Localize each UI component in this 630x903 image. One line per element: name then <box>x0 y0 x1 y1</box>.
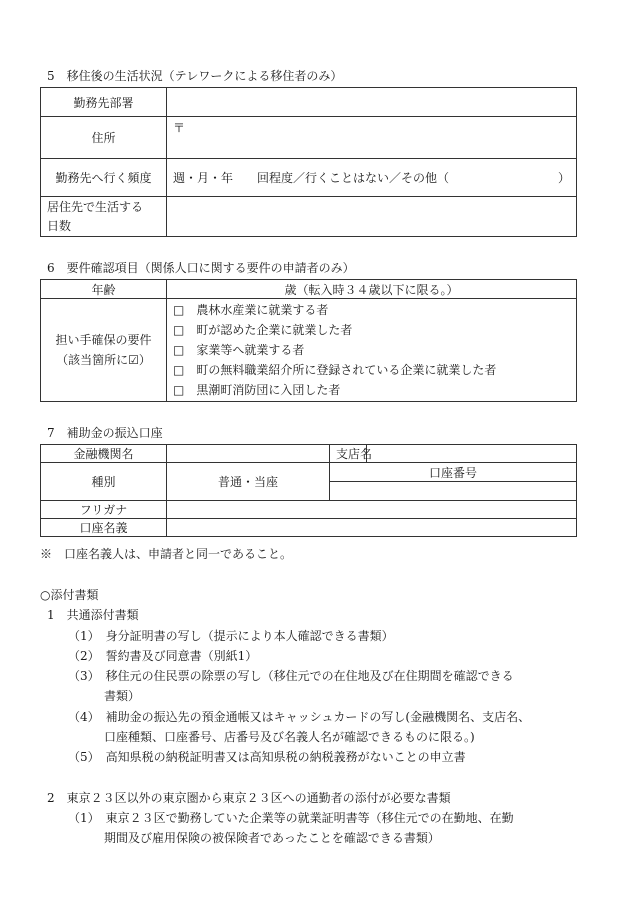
frequency-label: 勤務先へ行く頻度 <box>41 159 167 197</box>
account-number-field[interactable] <box>330 482 577 501</box>
section6-heading: 6 要件確認項目（関係人口に関する要件の申請者のみ） <box>47 261 355 275</box>
bank-account-table <box>40 444 577 537</box>
requirement-options <box>167 299 577 402</box>
address-label: 住所 <box>41 117 167 159</box>
postal-mark: 〒 <box>173 121 186 135</box>
common-doc-item-cont: 口座種類、口座番号、店番号及び名義人名が確認できるものに限る。) <box>104 730 475 744</box>
bank-name-label: 金融機関名 <box>41 445 167 463</box>
bank-name-field[interactable] <box>167 445 330 463</box>
common-doc-item: （2） 誓約書及び同意書（別紙1） <box>68 649 258 663</box>
common-doc-item: （1） 身分証明書の写し（提示により本人確認できる書類） <box>68 629 394 643</box>
commuter-doc-item-cont: 期間及び雇用保険の被保険者であったことを確認できる書類） <box>104 831 440 845</box>
furigana-field[interactable] <box>167 501 577 519</box>
account-number-label: 口座番号 <box>330 463 577 482</box>
account-note: ※ 口座名義人は、申請者と同一であること。 <box>40 547 293 561</box>
option-approved-company-checkbox[interactable]: □ 町が認めた企業に就業した者 <box>173 323 353 337</box>
account-type-field[interactable]: 普通・当座 <box>167 463 330 501</box>
branch-label: 支店名 <box>330 445 367 463</box>
living-days-field[interactable] <box>167 197 577 237</box>
requirement-label: 担い手確保の要件 （該当箇所に☑） <box>41 299 167 402</box>
option-agriculture-checkbox[interactable]: □ 農林水産業に就業する者 <box>173 303 329 317</box>
branch-field[interactable] <box>367 445 577 463</box>
account-type-label: 種別 <box>41 463 167 501</box>
living-status-table <box>40 87 577 237</box>
common-doc-item-cont: 書類） <box>104 689 141 703</box>
requirement-table <box>40 279 577 402</box>
frequency-close: ） <box>557 171 570 185</box>
holder-label: 口座名義 <box>41 519 167 537</box>
common-doc-item: （5） 高知県税の納税証明書又は高知県税の納税義務がないことの申立書 <box>68 750 466 764</box>
furigana-label: フリガナ <box>41 501 167 519</box>
frequency-field[interactable] <box>167 159 577 197</box>
living-days-label: 居住先で生活する 日数 <box>41 197 167 237</box>
commuter-docs-heading: 2 東京２３区以外の東京圏から東京２３区への通勤者の添付が必要な書類 <box>47 791 451 805</box>
age-label: 年齢 <box>41 280 167 299</box>
employer-field[interactable] <box>167 88 577 117</box>
option-job-agency-checkbox[interactable]: □ 町の無料職業紹介所に登録されている企業に就業した者 <box>173 363 497 377</box>
common-doc-item: （4） 補助金の振込先の預金通帳又はキャッシュカードの写し(金融機関名、支店名、 <box>68 710 531 724</box>
option-family-business-checkbox[interactable]: □ 家業等へ就業する者 <box>173 343 305 357</box>
frequency-value: 週・月・年 回程度／行くことはない／その他（ <box>173 171 450 185</box>
holder-field[interactable] <box>167 519 577 537</box>
common-doc-item: （3） 移住元の住民票の除票の写し（移住元での在住地及び在住期間を確認できる <box>68 669 514 683</box>
attachments-heading: ○添付書類 <box>40 588 99 602</box>
age-field[interactable]: 歳（転入時３４歳以下に限る。） <box>167 280 577 299</box>
section5-heading: 5 移住後の生活状況（テレワークによる移住者のみ） <box>47 69 343 83</box>
section7-heading: 7 補助金の振込口座 <box>47 426 163 440</box>
common-docs-heading: 1 共通添付書類 <box>47 608 139 622</box>
commuter-doc-item: （1） 東京２３区で勤務していた企業等の就業証明書等（移住元での在勤地、在勤 <box>68 811 514 825</box>
option-fire-brigade-checkbox[interactable]: □ 黒潮町消防団に入団した者 <box>173 383 341 397</box>
employer-label: 勤務先部署 <box>41 88 167 117</box>
address-field[interactable] <box>167 117 577 159</box>
